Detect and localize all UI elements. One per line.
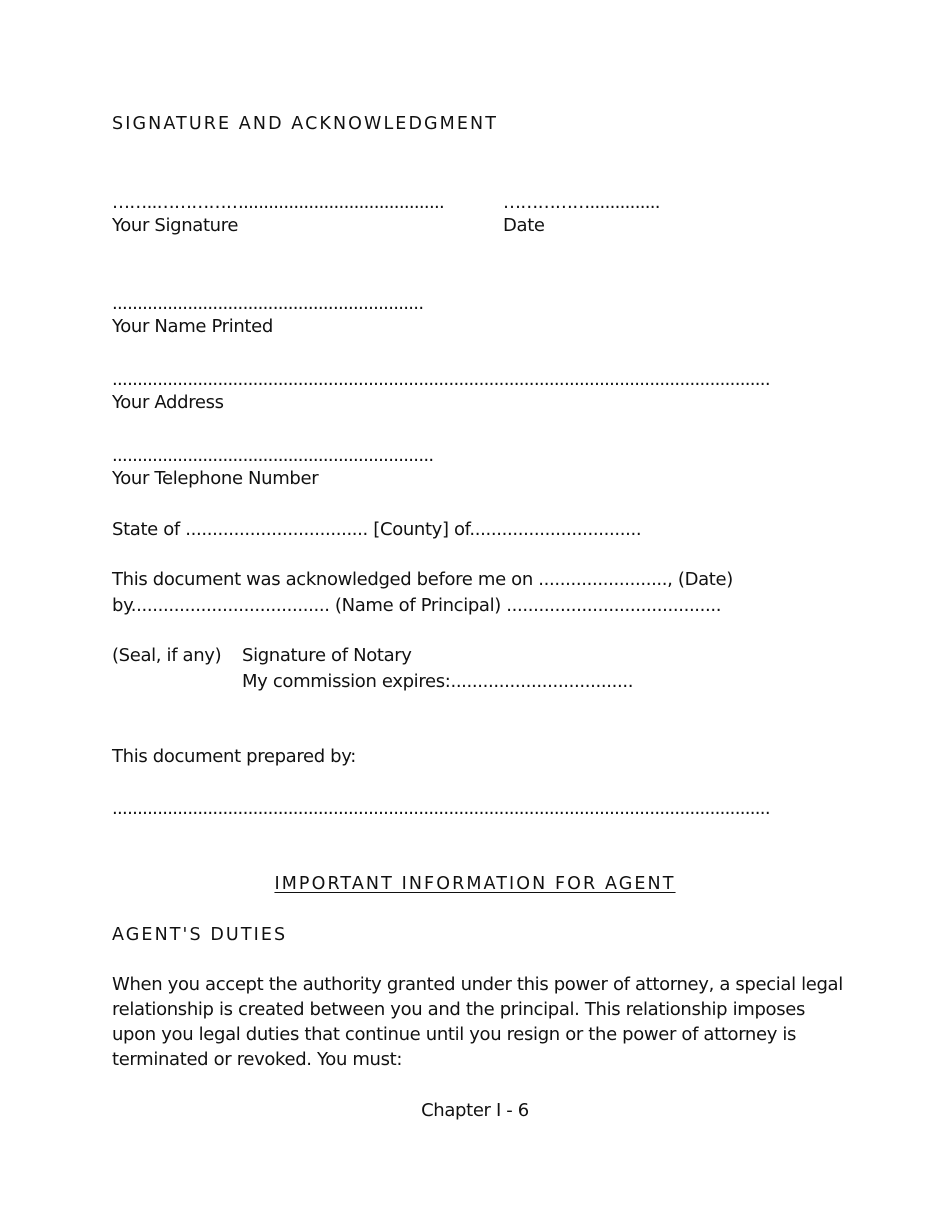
duties-paragraph-line-4: terminated or revoked. You must:	[112, 1049, 403, 1070]
seal-label: (Seal, if any)	[112, 645, 222, 666]
important-heading: IMPORTANT INFORMATION FOR AGENT	[274, 874, 676, 894]
signature-label: Your Signature	[112, 215, 239, 236]
commission-expires: My commission expires:..................................	[242, 671, 634, 692]
signature-line: ……..……………........................................	[112, 192, 445, 213]
address-line: ...................................................................................................................................	[112, 369, 770, 390]
duties-heading: AGENT'S DUTIES	[112, 925, 288, 945]
name-line: ..............................................................	[112, 293, 424, 314]
acknowledgment-line-1: This document was acknowledged before me on ........................, (Date)	[112, 569, 733, 590]
duties-paragraph-line-2: relationship is created between you and the principal. This relationship imposes	[112, 999, 805, 1020]
duties-paragraph-line-1: When you accept the authority granted under this power of attorney, a special legal	[112, 974, 843, 995]
important-heading-wrap	[0, 873, 950, 895]
duties-paragraph-line-3: upon you legal duties that continue until you resign or the power of attorney is	[112, 1024, 797, 1045]
prepared-by-label: This document prepared by:	[112, 746, 356, 767]
telephone-line: ................................................................	[112, 445, 434, 466]
acknowledgment-line-2: by..................................... (Name of Principal) ........................................	[112, 595, 722, 616]
page-footer: Chapter I - 6	[421, 1100, 529, 1121]
state-county-line: State of .................................. [County] of................................	[112, 519, 642, 540]
name-label: Your Name Printed	[112, 316, 273, 337]
address-label: Your Address	[112, 392, 224, 413]
date-line: ……………..............	[503, 192, 660, 213]
section-title: SIGNATURE AND ACKNOWLEDGMENT	[112, 114, 499, 134]
date-label: Date	[503, 215, 545, 236]
telephone-label: Your Telephone Number	[112, 468, 319, 489]
notary-signature-label: Signature of Notary	[242, 645, 412, 666]
prepared-by-line: ...................................................................................................................................	[112, 798, 770, 819]
